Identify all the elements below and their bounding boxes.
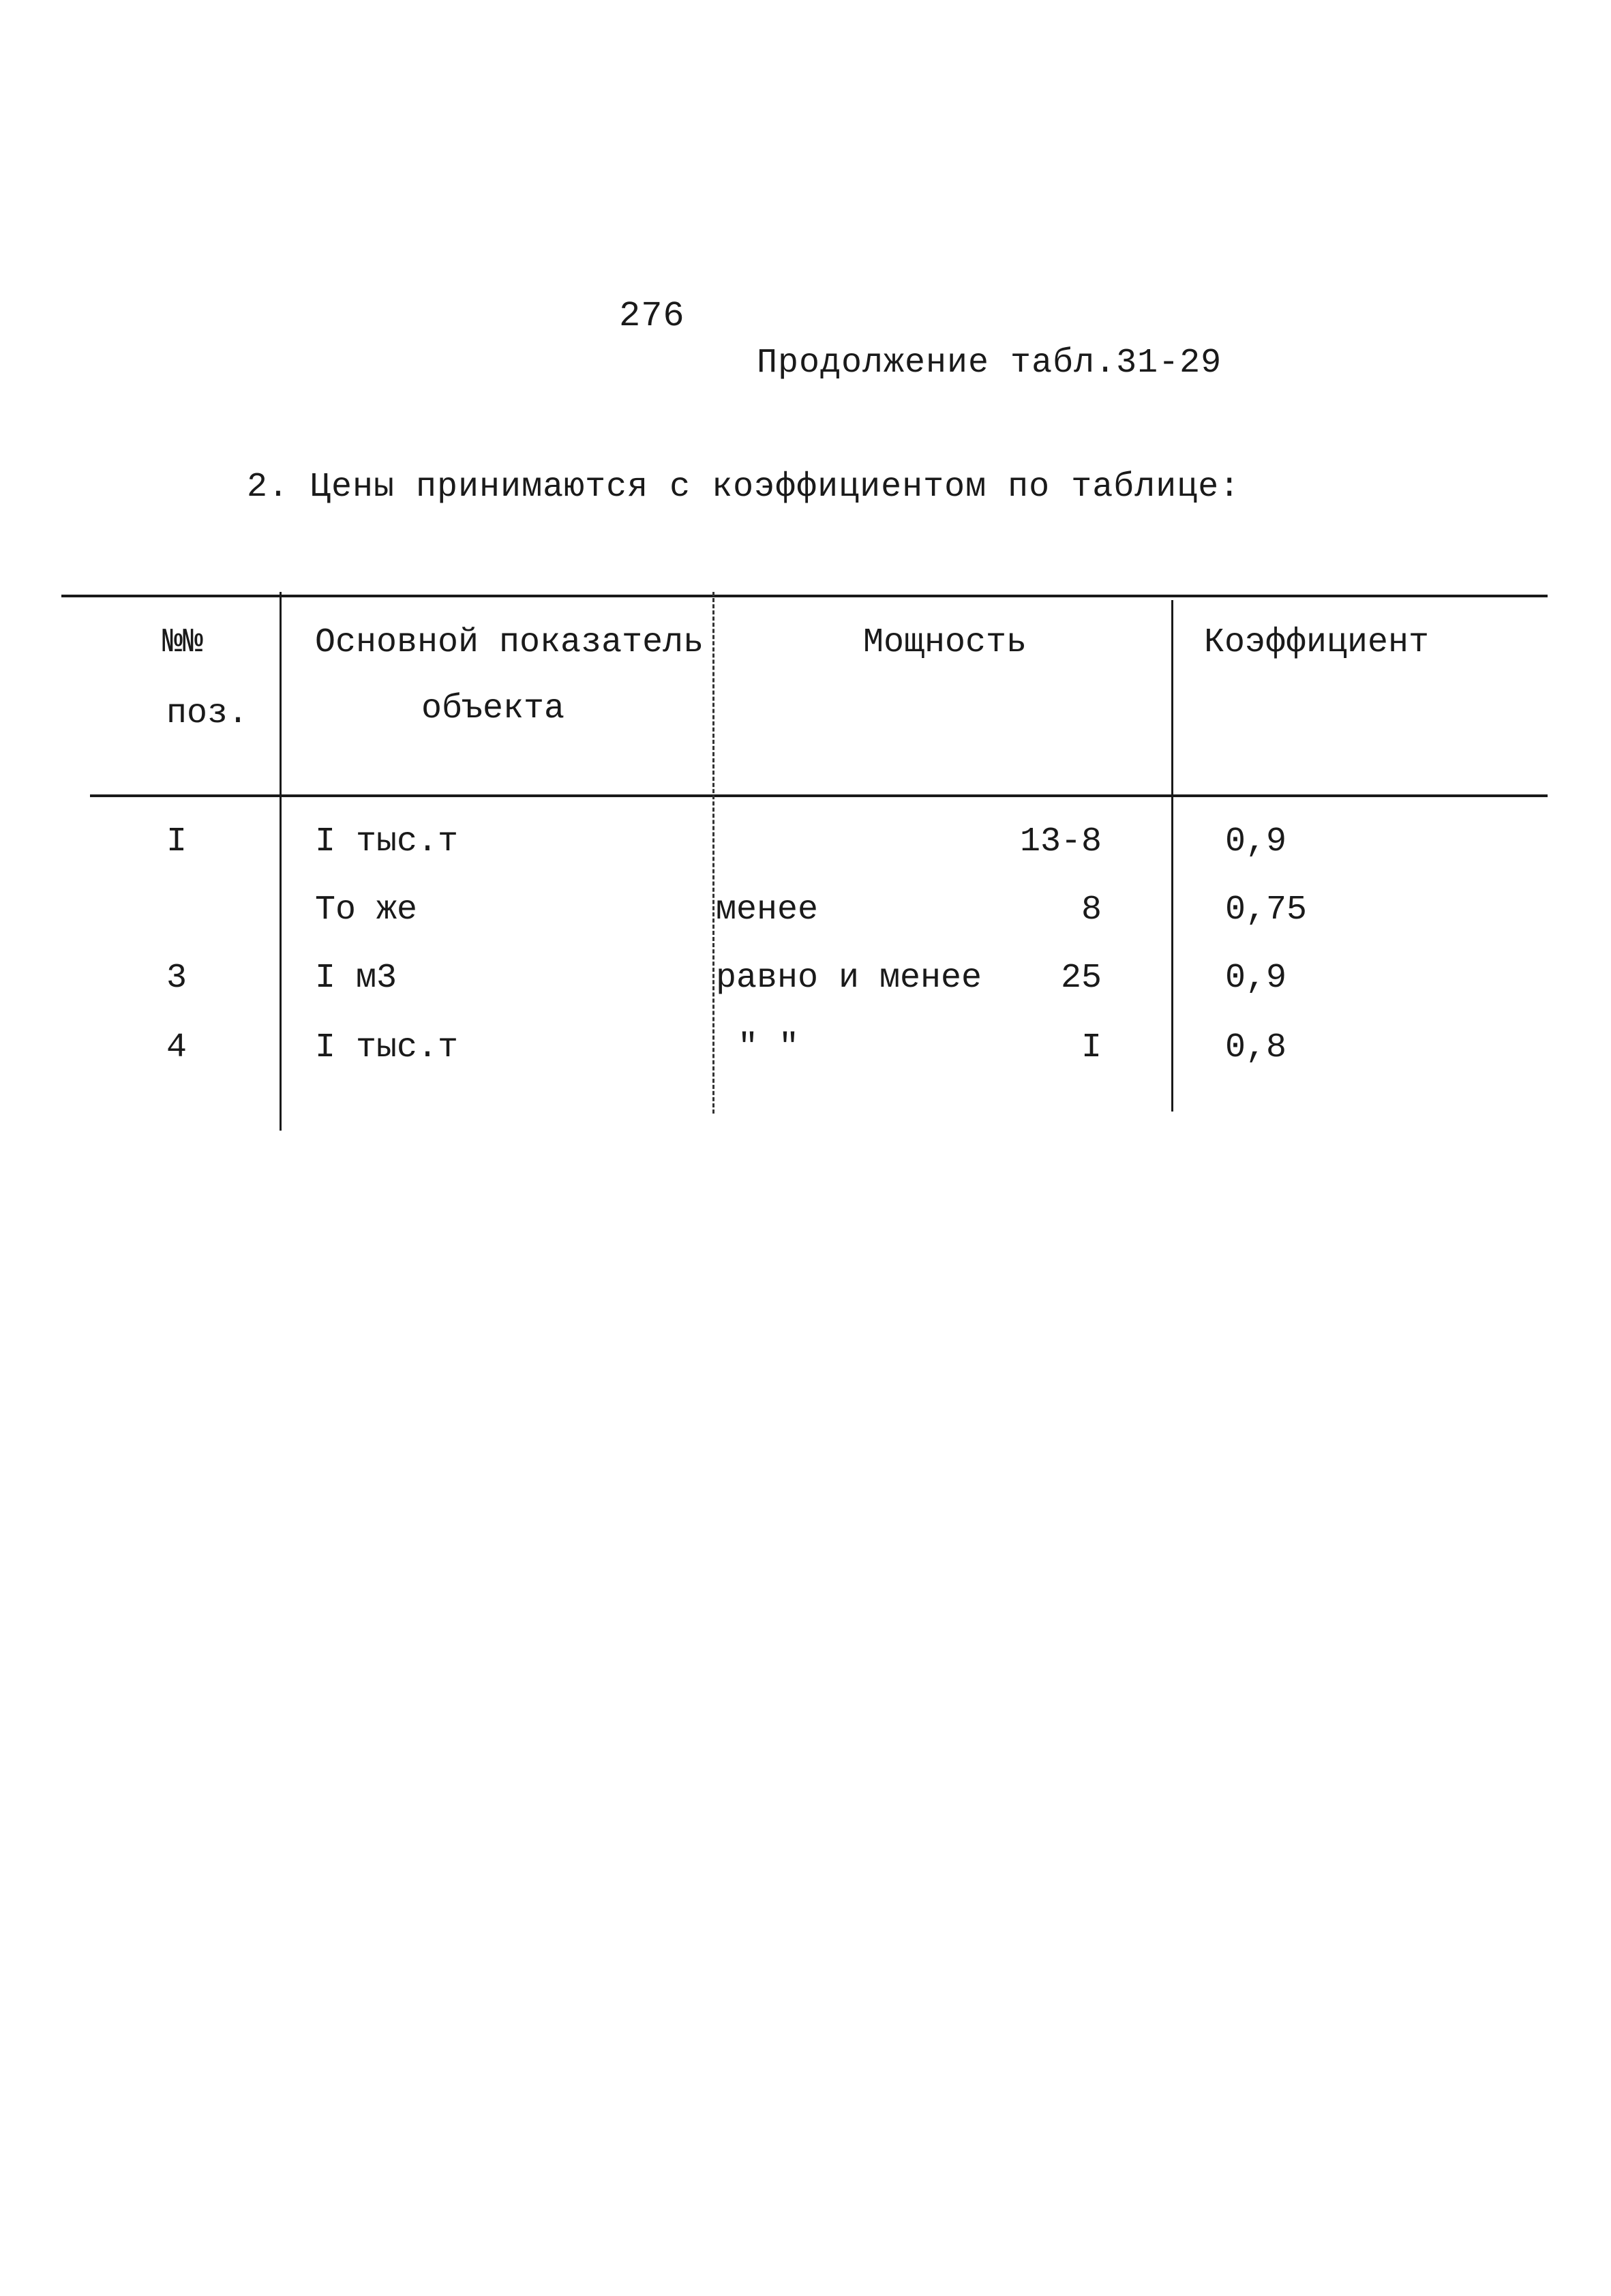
row-3-indicator: I м3 — [315, 959, 397, 998]
row-1-coefficient: 0,9 — [1225, 822, 1287, 861]
row-2-coefficient: 0,75 — [1225, 891, 1308, 929]
header-indicator-line1: Основной показатель — [315, 623, 704, 662]
table-top-rule — [61, 595, 1548, 597]
row-4-coefficient: 0,8 — [1225, 1028, 1287, 1067]
row-2-indicator: То же — [315, 891, 418, 929]
table-header-rule — [90, 794, 1548, 797]
table-continuation-title: Продолжение табл.31-29 — [757, 344, 1222, 383]
column-divider-2 — [712, 592, 714, 1114]
row-4-power-value: I — [1081, 1028, 1102, 1067]
header-coefficient: Коэффициент — [1204, 623, 1430, 662]
coefficient-note: 2. Цены принимаются с коэффициентом по таблице: — [247, 468, 1241, 507]
row-3-num: 3 — [166, 959, 187, 998]
row-4-indicator: I тыс.т — [315, 1028, 459, 1067]
row-1-indicator: I тыс.т — [315, 822, 459, 861]
page-number: 276 — [619, 296, 685, 336]
column-divider-3 — [1171, 600, 1173, 1112]
row-3-power-label: равно и менее — [716, 959, 982, 998]
column-divider-1 — [280, 592, 282, 1131]
row-1-num: I — [166, 822, 187, 861]
row-2-power-value: 8 — [1081, 891, 1102, 929]
header-indicator-line2: объекта — [421, 689, 565, 728]
row-4-power-label: " " — [738, 1028, 800, 1067]
row-3-power-value: 25 — [1060, 959, 1102, 998]
row-1-power-value: 13-8 — [1019, 822, 1102, 861]
header-power: Мощность — [863, 623, 1027, 662]
header-num-line2: поз. — [166, 694, 249, 733]
row-3-coefficient: 0,9 — [1225, 959, 1287, 998]
row-4-num: 4 — [166, 1028, 187, 1067]
row-2-power-label: менее — [716, 891, 819, 929]
header-num-line1: №№ — [162, 623, 204, 662]
